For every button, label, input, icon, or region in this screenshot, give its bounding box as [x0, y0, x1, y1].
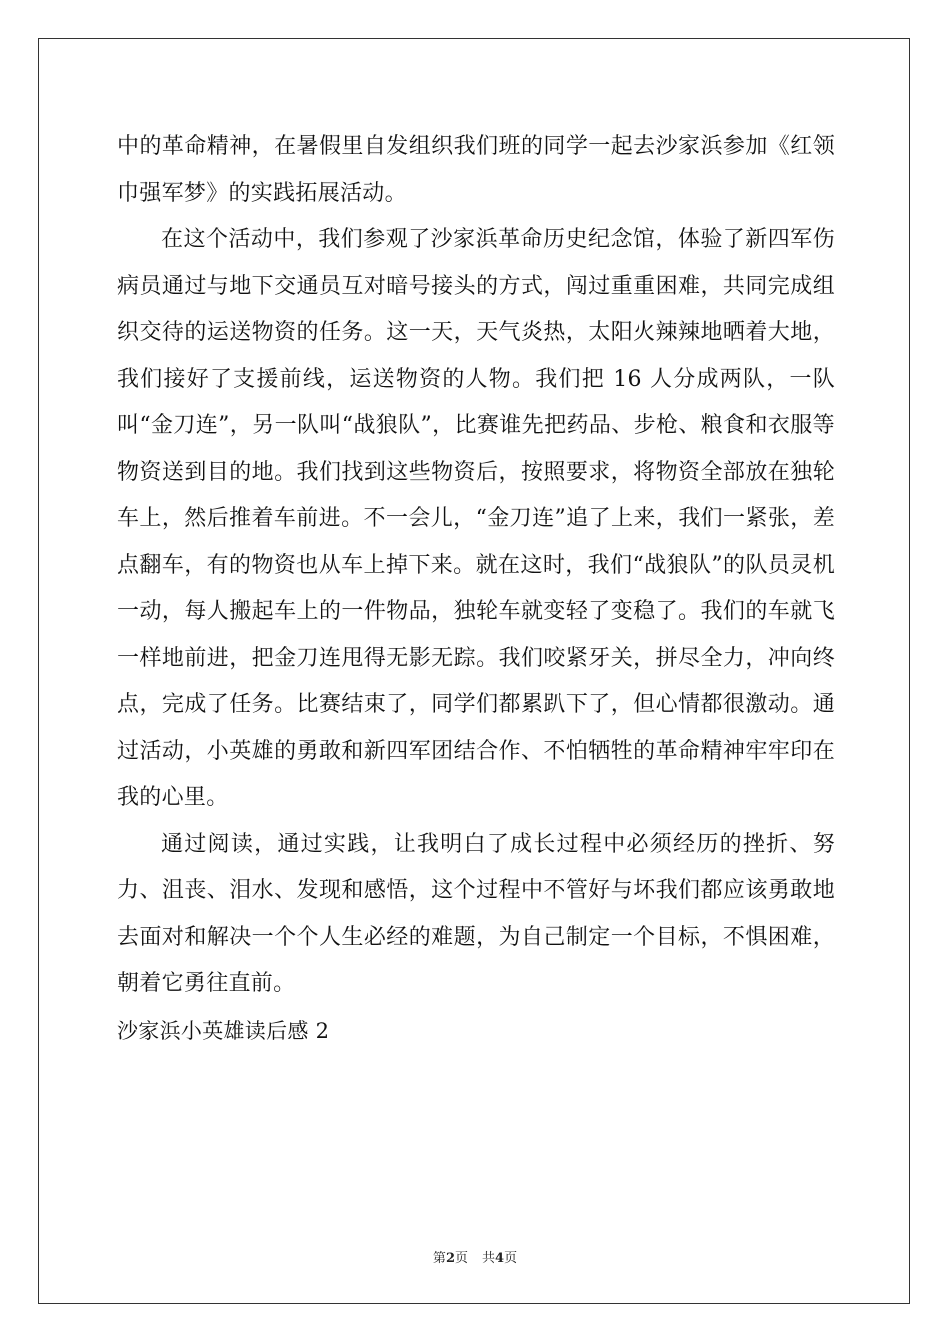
- document-body: [117, 124, 835, 1054]
- paragraph-2: 在这个活动中，我们参观了沙家浜革命历史纪念馆，体验了新四军伤病员通过与地下交通员互对暗号接头的方式，闯过重重困难，共同完成组织交待的运送物资的任务。这一天，天气炎热，太阳火辣辣地晒着大地，我们接好了支援前线，运送物资的人物。我们把 16 人分成两队，一队叫“金刀连”，另一队叫“战狼队”，比赛谁先把药品、步枪、粮食和衣服等物资送到目的地。我们找到这些物资后，按照要求，将物资全部放在独轮车上，然后推着车前进。不一会儿，“金刀连”追了上来，我们一紧张，差点翻车，有的物资也从车上掉下来。就在这时，我们“战狼队”的队员灵机一动，每人搬起车上的一件物品，独轮车就变轻了变稳了。我们的车就飞一样地前进，把金刀连甩得无影无踪。我们咬紧牙关，拼尽全力，冲向终点，完成了任务。比赛结束了，同学们都累趴下了，但心情都很激动。通过活动，小英雄的勇敢和新四军团结合作、不怕牺牲的革命精神牢牢印在我的心里。: [117, 227, 835, 810]
- total-prefix: 共: [482, 1251, 496, 1266]
- page-footer: [0, 1247, 950, 1266]
- current-page-number: 2: [445, 1251, 455, 1266]
- total-page-number: 4: [495, 1251, 505, 1266]
- total-suffix: 页: [504, 1251, 518, 1266]
- paragraph-1: 中的革命精神，在暑假里自发组织我们班的同学一起去沙家浜参加《红领巾强军梦》的实践拓展活动。: [117, 134, 835, 206]
- section-heading: 沙家浜小英雄读后感 2: [117, 1018, 330, 1043]
- paragraph-3: 通过阅读，通过实践，让我明白了成长过程中必须经历的挫折、努力、沮丧、泪水、发现和感悟，这个过程中不管好与坏我们都应该勇敢地去面对和解决一个个人生必经的难题，为自己制定一个目标，不惧困难，朝着它勇往直前。: [117, 831, 835, 996]
- page-prefix: 第: [432, 1251, 446, 1266]
- page-suffix: 页: [454, 1251, 468, 1266]
